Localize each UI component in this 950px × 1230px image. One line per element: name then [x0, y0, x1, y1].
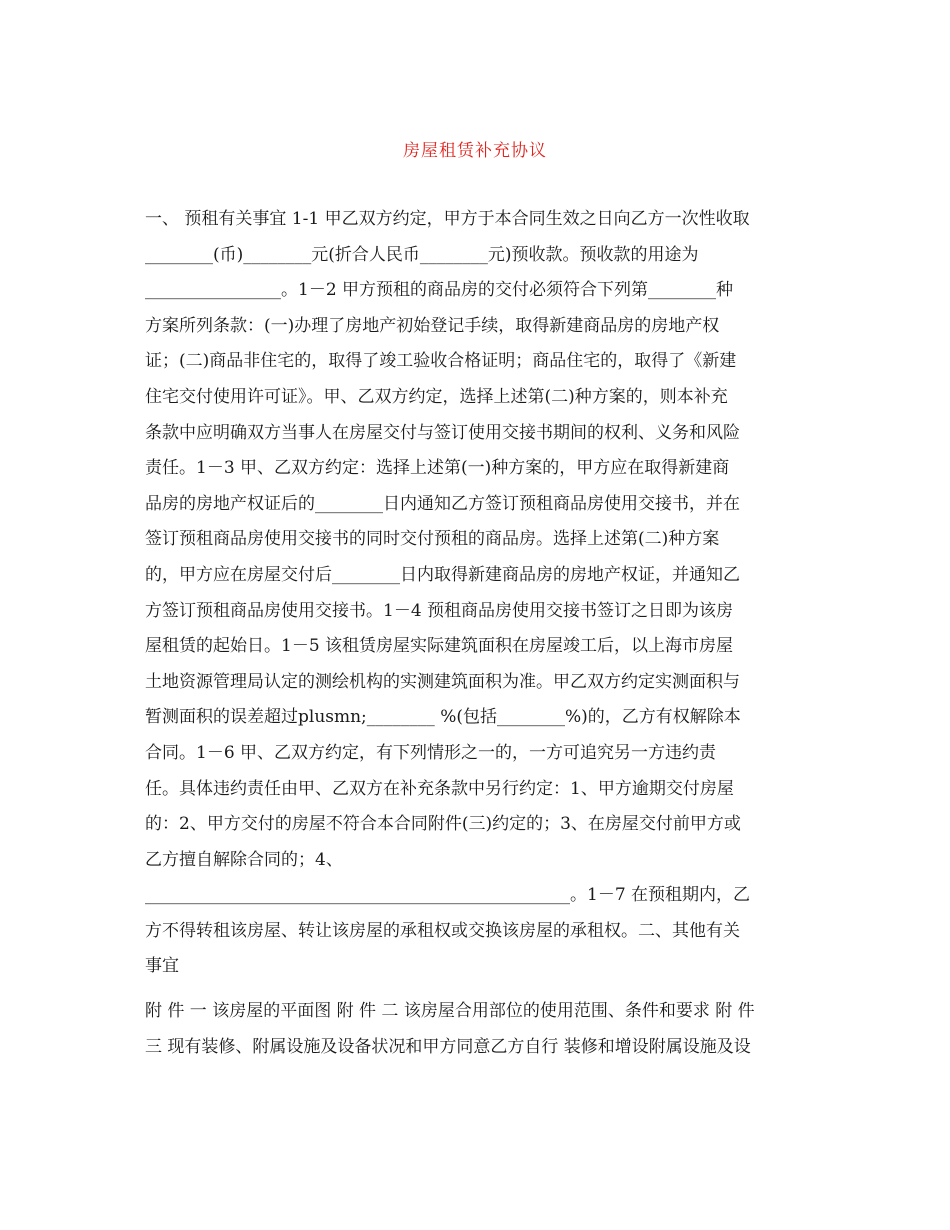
body-line: __________________________________________________。1－7 在预租期内，乙 — [145, 885, 751, 906]
body-line: 乙方擅自解除合同的；4、 — [145, 849, 343, 870]
body-line: 方签订预租商品房使用交接书。1－4 预租商品房使用交接书签订之日即为该房 — [145, 600, 734, 621]
body-line: ________________。1－2 甲方预租的商品房的交付必须符合下列第________种 — [145, 280, 734, 301]
body-line: 条款中应明确双方当事人在房屋交付与签订使用交接书期间的权利、义务和风险 — [145, 422, 740, 443]
body-line: 住宅交付使用许可证》。甲、乙双方约定，选择上述第(二)种方案的，则本补充 — [145, 386, 728, 407]
document-body — [145, 202, 815, 1065]
document-title: 房屋租赁补充协议 — [403, 141, 547, 161]
body-line: 事宜 — [145, 956, 179, 977]
body-line: 屋租赁的起始日。1－5 该租赁房屋实际建筑面积在房屋竣工后，以上海市房屋 — [145, 636, 734, 657]
body-line: ________(币)________元(折合人民币________元)预收款。预收款的用途为 — [145, 244, 699, 265]
body-line: 证；(二)商品非住宅的，取得了竣工验收合格证明；商品住宅的，取得了《新建 — [145, 351, 737, 372]
body-line: 合同。1－6 甲、乙双方约定，有下列情形之一的，一方可追究另一方违约责 — [145, 742, 717, 763]
annex-line: 附 件 一 该房屋的平面图 附 件 二 该房屋合用部位的使用范围、条件和要求 附 件 — [145, 1001, 755, 1022]
body-line: 签订预租商品房使用交接书的同时交付预租的商品房。选择上述第(二)种方案 — [145, 529, 720, 550]
body-line: 方案所列条款：(一)办理了房地产初始登记手续，取得新建商品房的房地产权 — [145, 315, 720, 336]
body-line: 的：2、甲方交付的房屋不符合本合同附件(三)约定的；3、在房屋交付前甲方或 — [145, 814, 741, 835]
body-line: 土地资源管理局认定的测绘机构的实测建筑面积为准。甲乙双方约定实测面积与 — [145, 671, 740, 692]
body-line: 方不得转租该房屋、转让该房屋的承租权或交换该房屋的承租权。二、其他有关 — [145, 920, 740, 941]
body-line: 责任。1－3 甲、乙双方约定：选择上述第(一)种方案的，甲方应在取得新建商 — [145, 458, 730, 479]
body-line: 暂测面积的误差超过plusmn;________ %(包括________%)的，乙方有权解除本 — [145, 707, 741, 728]
annex-line: 三 现有装修、附属设施及设备状况和甲方同意乙方自行 装修和增设附属设施及设 — [145, 1036, 751, 1057]
body-line: 任。具体违约责任由甲、乙双方在补充条款中另行约定：1、甲方逾期交付房屋 — [145, 778, 734, 799]
body-line: 一、 预租有关事宜 1-1 甲乙双方约定，甲方于本合同生效之日向乙方一次性收取 — [145, 209, 750, 229]
body-line: 的，甲方应在房屋交付后________日内取得新建商品房的房地产权证，并通知乙 — [145, 564, 740, 585]
body-line: 品房的房地产权证后的________日内通知乙方签订预租商品房使用交接书，并在 — [145, 493, 740, 514]
